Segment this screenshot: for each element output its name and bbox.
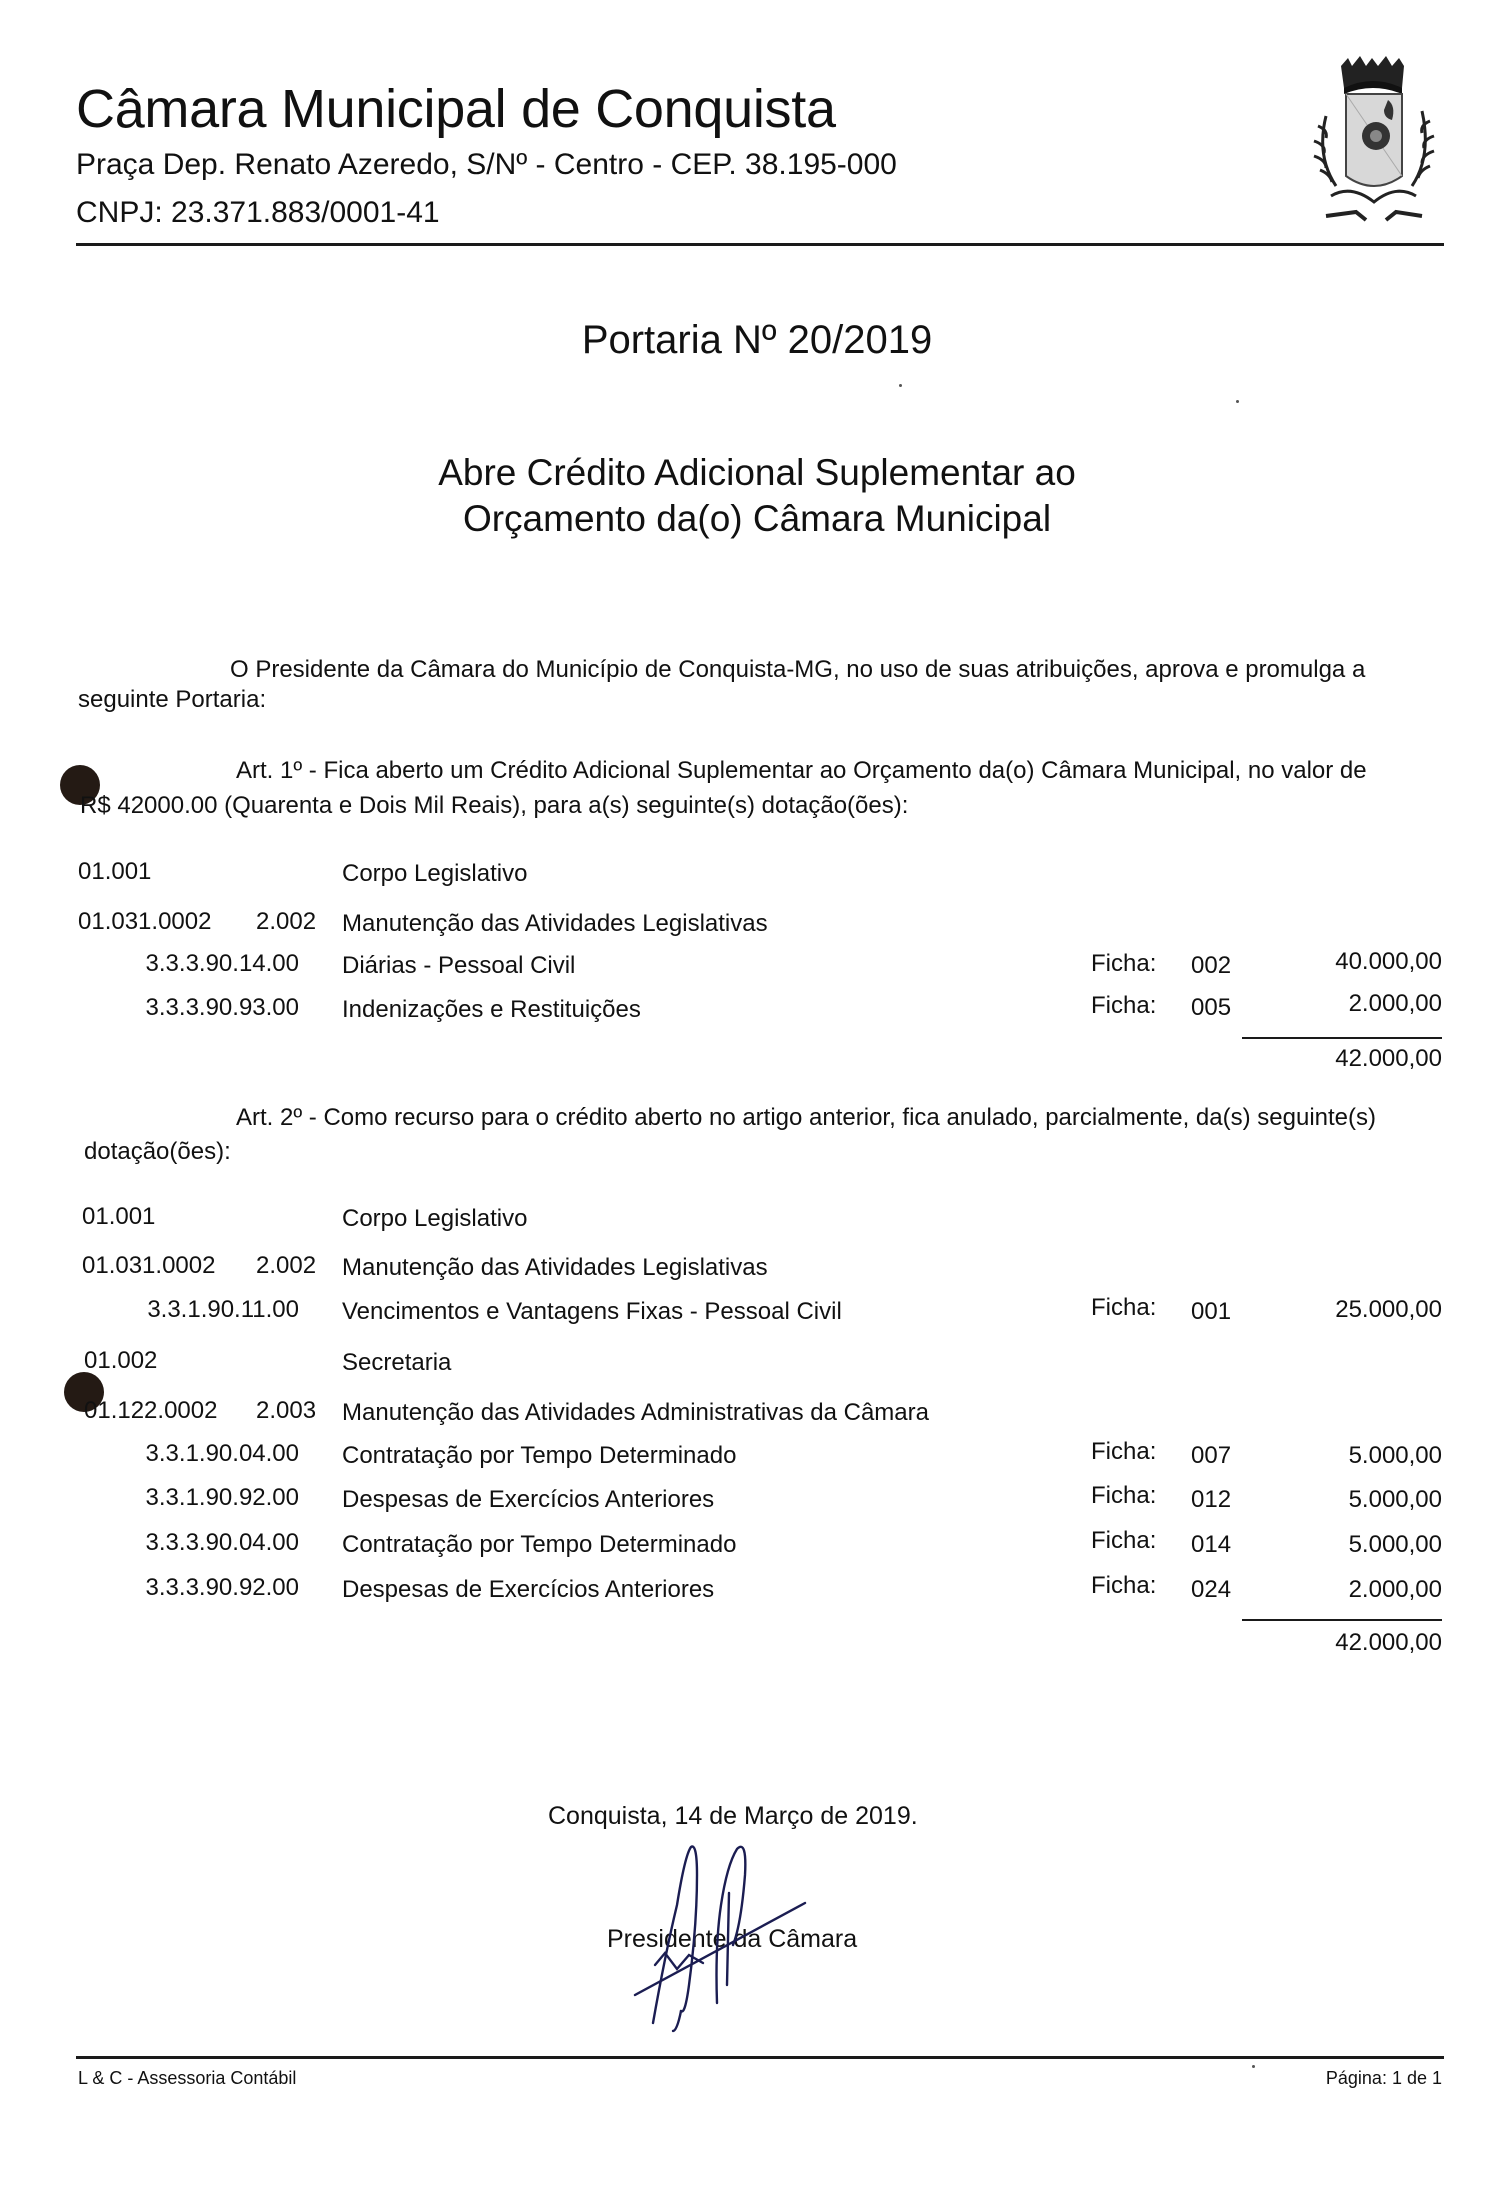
ficha-label: Ficha: (1091, 1294, 1157, 1321)
art1-program-action: 2.002 (256, 908, 317, 935)
signature-icon (625, 1835, 825, 2035)
art1-unit-name: Corpo Legislativo (342, 860, 528, 887)
art1-unit-code: 01.001 (78, 858, 152, 885)
document-subtitle (0, 450, 1504, 542)
place-date: Conquista, 14 de Março de 2019. (548, 1802, 918, 1830)
item-amount: 5.000,00 (1348, 1486, 1442, 1513)
institution-cnpj: CNPJ: 23.371.883/0001-41 (76, 196, 440, 229)
item-description: Contratação por Tempo Determinado (342, 1531, 737, 1558)
item-code: 3.3.1.90.11.00 (147, 1296, 299, 1323)
item-description: Indenizações e Restituições (342, 996, 641, 1023)
institution-title: Câmara Municipal de Conquista (76, 79, 836, 139)
item-amount: 2.000,00 (1348, 990, 1442, 1017)
art2-unit1-code: 01.001 (82, 1203, 156, 1230)
scan-speck (1252, 2065, 1255, 2068)
ficha-label: Ficha: (1091, 992, 1157, 1019)
item-amount: 25.000,00 (1335, 1296, 1442, 1323)
header-divider (76, 243, 1444, 246)
ficha-number: 007 (1191, 1442, 1232, 1469)
art2-program1-name: Manutenção das Atividades Legislativas (342, 1254, 768, 1281)
ficha-number: 014 (1191, 1531, 1232, 1558)
ficha-label: Ficha: (1091, 950, 1157, 977)
art2-unit2-name: Secretaria (342, 1349, 452, 1376)
item-code: 3.3.3.90.93.00 (145, 994, 299, 1021)
ficha-number: 001 (1191, 1298, 1232, 1325)
page-number: Página: 1 de 1 (1325, 2068, 1442, 2088)
item-code: 3.3.1.90.04.00 (145, 1440, 299, 1467)
ficha-label: Ficha: (1091, 1572, 1157, 1599)
item-amount: 5.000,00 (1348, 1442, 1442, 1469)
item-code: 3.3.3.90.14.00 (145, 950, 299, 977)
art2-total: 42.000,00 (1335, 1629, 1442, 1656)
item-code: 3.3.3.90.92.00 (145, 1574, 299, 1601)
art2-total-rule (1242, 1619, 1442, 1621)
item-description: Despesas de Exercícios Anteriores (342, 1486, 715, 1513)
art2-unit2-code: 01.002 (84, 1347, 158, 1374)
item-description: Despesas de Exercícios Anteriores (342, 1576, 715, 1603)
item-code: 3.3.1.90.92.00 (145, 1484, 299, 1511)
signer-title: Presidente da Câmara (607, 1925, 858, 1953)
ficha-number: 012 (1191, 1486, 1232, 1513)
coat-of-arms-logo-icon (1296, 56, 1446, 232)
footer-divider (76, 2056, 1444, 2059)
art1-program-name: Manutenção das Atividades Legislativas (342, 910, 768, 937)
art1-total: 42.000,00 (1335, 1045, 1442, 1072)
ficha-number: 005 (1191, 994, 1232, 1021)
item-amount: 2.000,00 (1348, 1576, 1442, 1603)
art2-program2-action: 2.003 (256, 1397, 317, 1424)
art2-line-2: dotação(ões): (84, 1138, 231, 1165)
item-amount: 40.000,00 (1335, 948, 1442, 975)
ficha-number: 024 (1191, 1576, 1232, 1603)
art2-unit1-name: Corpo Legislativo (342, 1205, 528, 1232)
art2-program1-action: 2.002 (256, 1252, 317, 1279)
ficha-label: Ficha: (1091, 1438, 1157, 1465)
art1-program-code: 01.031.0002 (78, 908, 212, 935)
art2-line-1: Art. 2º - Como recurso para o crédito aberto no artigo anterior, fica anulado, parcialmente, da(s) seguinte(s) (236, 1104, 1376, 1131)
intro-line-2: seguinte Portaria: (78, 686, 267, 713)
art1-total-rule (1242, 1037, 1442, 1039)
subtitle-line-2: Orçamento da(o) Câmara Municipal (462, 498, 1052, 539)
ficha-label: Ficha: (1091, 1482, 1157, 1509)
art2-program2-name: Manutenção das Atividades Administrativas da Câmara (342, 1399, 929, 1426)
subtitle-line-1: Abre Crédito Adicional Suplementar ao (438, 452, 1076, 493)
item-amount: 5.000,00 (1348, 1531, 1442, 1558)
ficha-label: Ficha: (1091, 1527, 1157, 1554)
item-description: Contratação por Tempo Determinado (342, 1442, 737, 1469)
intro-line-1: O Presidente da Câmara do Município de Conquista-MG, no uso de suas atribuições, aprova e promulga a (230, 656, 1366, 683)
document-title: Portaria Nº 20/2019 (581, 318, 933, 362)
footer-left-text: L & C - Assessoria Contábil (78, 2068, 297, 2088)
item-code: 3.3.3.90.04.00 (145, 1529, 299, 1556)
item-description: Vencimentos e Vantagens Fixas - Pessoal Civil (342, 1298, 842, 1325)
art1-line-1: Art. 1º - Fica aberto um Crédito Adicional Suplementar ao Orçamento da(o) Câmara Municipal, no valor de (236, 757, 1367, 784)
institution-address: Praça Dep. Renato Azeredo, S/Nº - Centro - CEP. 38.195-000 (76, 148, 897, 181)
item-description: Diárias - Pessoal Civil (342, 952, 576, 979)
art1-line-2: R$ 42000.00 (Quarenta e Dois Mil Reais), para a(s) seguinte(s) dotação(ões): (80, 792, 909, 819)
art2-program1-code: 01.031.0002 (82, 1252, 216, 1279)
art2-program2-code: 01.122.0002 (84, 1397, 218, 1424)
scan-speck (899, 384, 902, 387)
ficha-number: 002 (1191, 952, 1232, 979)
scan-speck (1236, 400, 1239, 403)
